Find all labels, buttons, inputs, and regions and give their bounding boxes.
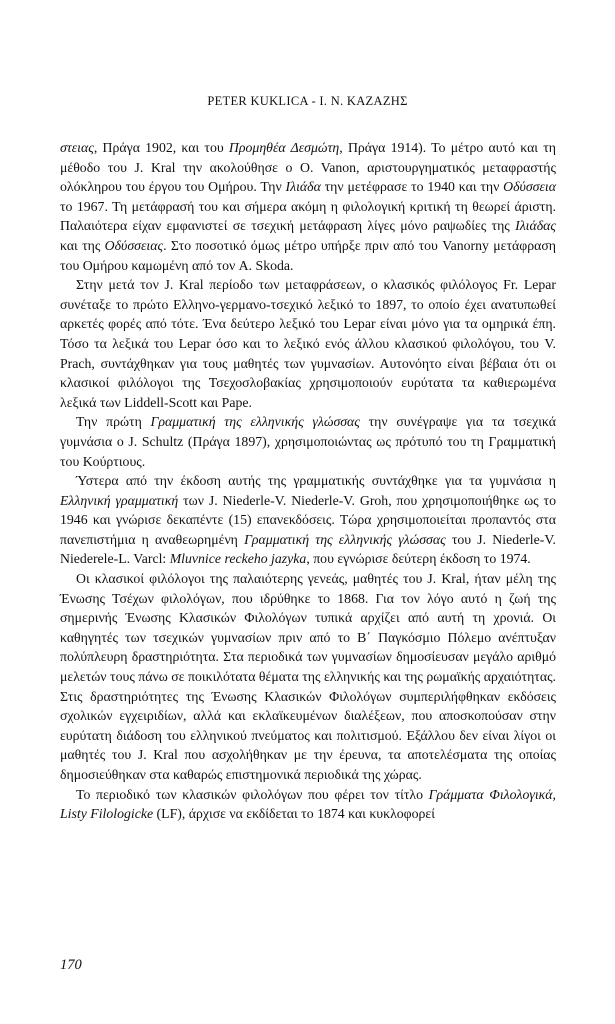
text-run: του J. Niederle-V. Niederele-L. Varcl: <box>60 531 556 567</box>
text-run: . Στο ποσοτικό όμως μέτρο υπήρξε πριν από του Vanorny μετάφραση του Ομήρου καμωμένη από τον A. Skoda. <box>60 237 556 273</box>
text-run: , Πράγα 1914). Το μέτρο αυτό και τη μέθοδο του J. Kral την ακολούθησε ο O. Vanon, αριστουργηματικός μεταφραστής ολόκληρου του έργου του Ομήρου. Την <box>60 140 557 195</box>
text-run: (LF), άρχισε να εκδίδεται το 1874 και κυκλοφορεί <box>153 806 435 822</box>
text-run: και της <box>60 237 105 253</box>
text-run: Στην μετά τον J. Kral περίοδο των μεταφράσεων, ο κλασικός φιλόλογος Fr. Lepar συνέταξε το πρώτο Ελληνο-γερμανο-τσεχικό λεξικό το 1897, το οποίο έχει ανατυπωθεί αρκετές φορές από τότε. Ένα δεύτερο λεξικό του Lepar είναι μόνο για τα ομηρικά έπη. Τόσο τα λεξικά του Lepar όσο και το λεξικό ενός άλλου κλασικού φιλολόγου, του V. Prach, συντάχθηκαν για τους μαθητές των γυμνασίων. Αυτονόητο είναι βέβαια ότι οι κλασικοί φιλόλογοι της Τσεχοσλοβακίας χρησιμοποιούν ευρύτατα τα καθιερωμένα λεξικά των Liddell-Scott και Pape. <box>60 277 556 410</box>
italic-text: Γραμματική της ελληνικής γλώσσας <box>244 531 446 547</box>
text-run: Το περιοδικό των κλασικών φιλολόγων που φέρει τον τίτλο <box>76 786 429 802</box>
text-run: , που εγνώρισε δεύτερη έκδοση το 1974. <box>306 551 531 567</box>
text-run: , Πράγα 1902, και του <box>93 140 229 155</box>
text-run: την μετέφρασε το 1940 και την <box>320 179 504 195</box>
italic-text: Ιλιάδα <box>285 179 321 195</box>
italic-text: Mluvnice reckeho jazyka <box>169 551 307 567</box>
body-text <box>60 138 556 824</box>
italic-text: Προμηθέα Δεσμώτη <box>228 140 340 155</box>
text-run: την συνέγραψε για τα τσεχικά γυμνάσια ο J. Schultz (Πράγα 1897), χρησιμοποιώντας ως πρότυπό του τη Γραμματική του Κούρτιους. <box>60 414 556 469</box>
paragraph <box>60 471 556 569</box>
text-run: των J. Niederle-V. Niederle-V. Groh, που χρησιμοποιήθηκε ως το 1946 και γνώρισε δεκαπέντε (15) επανεκδόσεις. Τώρα χρησιμοποιείται προπαντός στα πανεπιστήμια η αναθεωρημένη <box>60 492 556 547</box>
italic-text: Οδύσσειας <box>104 237 164 253</box>
running-head: PETER KUKLICA - I. N. ΚΑΖΑΖΗΣ <box>207 94 408 108</box>
italic-text: Ελληνική γραμματική <box>60 492 179 508</box>
text-run: Οι κλασικοί φιλόλογοι της παλαιότερης γενεάς, μαθητές του J. Kral, ήταν μέλη της Ένωσης Τσέχων φιλολόγων, που ιδρύθηκε το 1868. Για τον λόγο αυτό η ζωή της σημερινής Ένωσης Κλασικών Φιλολόγων τυπικά αρχίζει από αυτή τη χρονιά. Οι καθηγητές των τσεχικών γυμνασίων πριν από το Β΄ Παγκόσμιο Πόλεμο ανέπτυξαν πολύπλευρη δραστηριότητα. Στα περιοδικά των γυμνασίων δημοσίευσαν μεγάλο αριθμό μελετών τους πάνω σε ποικιλότατα θέματα της ελληνικής και της ρωμαϊκής αρχαιότητας. Στις δραστηριότητες της Ένωσης Κλασικών Φιλολόγων συμπεριλήφθηκαν εκδόσεις σχολικών εγχειριδίων, αλλά και εκλαϊκευμένων διαλέξεων, που αποσκοπούσαν στην ευρύτατη διάδοση του ελληνικού πνεύματος και πολιτισμού. Εξάλλου δεν είναι λίγοι οι μαθητές του J. Kral που ασχολήθηκαν με την έρευνα, τα αποτελέσματα της οποίας δημοσιεύθηκαν στα καθαρώς επιστημονικά περιοδικά της χώρας. <box>60 571 556 782</box>
text-run: Την πρώτη <box>76 414 151 430</box>
italic-text: Γράμματα Φιλολογικά, Listy Filologicke <box>60 786 556 822</box>
paragraph <box>60 412 556 471</box>
paragraph <box>60 785 556 824</box>
paragraph <box>60 275 556 412</box>
paragraph <box>60 138 556 275</box>
italic-text: Οδύσσεια <box>503 179 556 195</box>
page-number: 170 <box>60 957 82 973</box>
text-run: το 1967. Τη μετάφρασή του και σήμερα ακόμη η φιλολογική κριτική τη θεωρεί άριστη. Παλαιότερα είχαν εμφανιστεί σε τσεχική μετάφραση λίγες μόνο ραψωδίες της <box>60 198 556 234</box>
italic-text: Ιλιάδας <box>515 218 556 234</box>
italic-text: στειας <box>60 140 94 155</box>
italic-text: Γραμματική της ελληνικής γλώσσας <box>150 414 360 430</box>
text-run: Ύστερα από την έκδοση αυτής της γραμματικής συντάχθηκε για τα γυμνάσια η <box>76 473 556 489</box>
paragraph <box>60 569 556 785</box>
